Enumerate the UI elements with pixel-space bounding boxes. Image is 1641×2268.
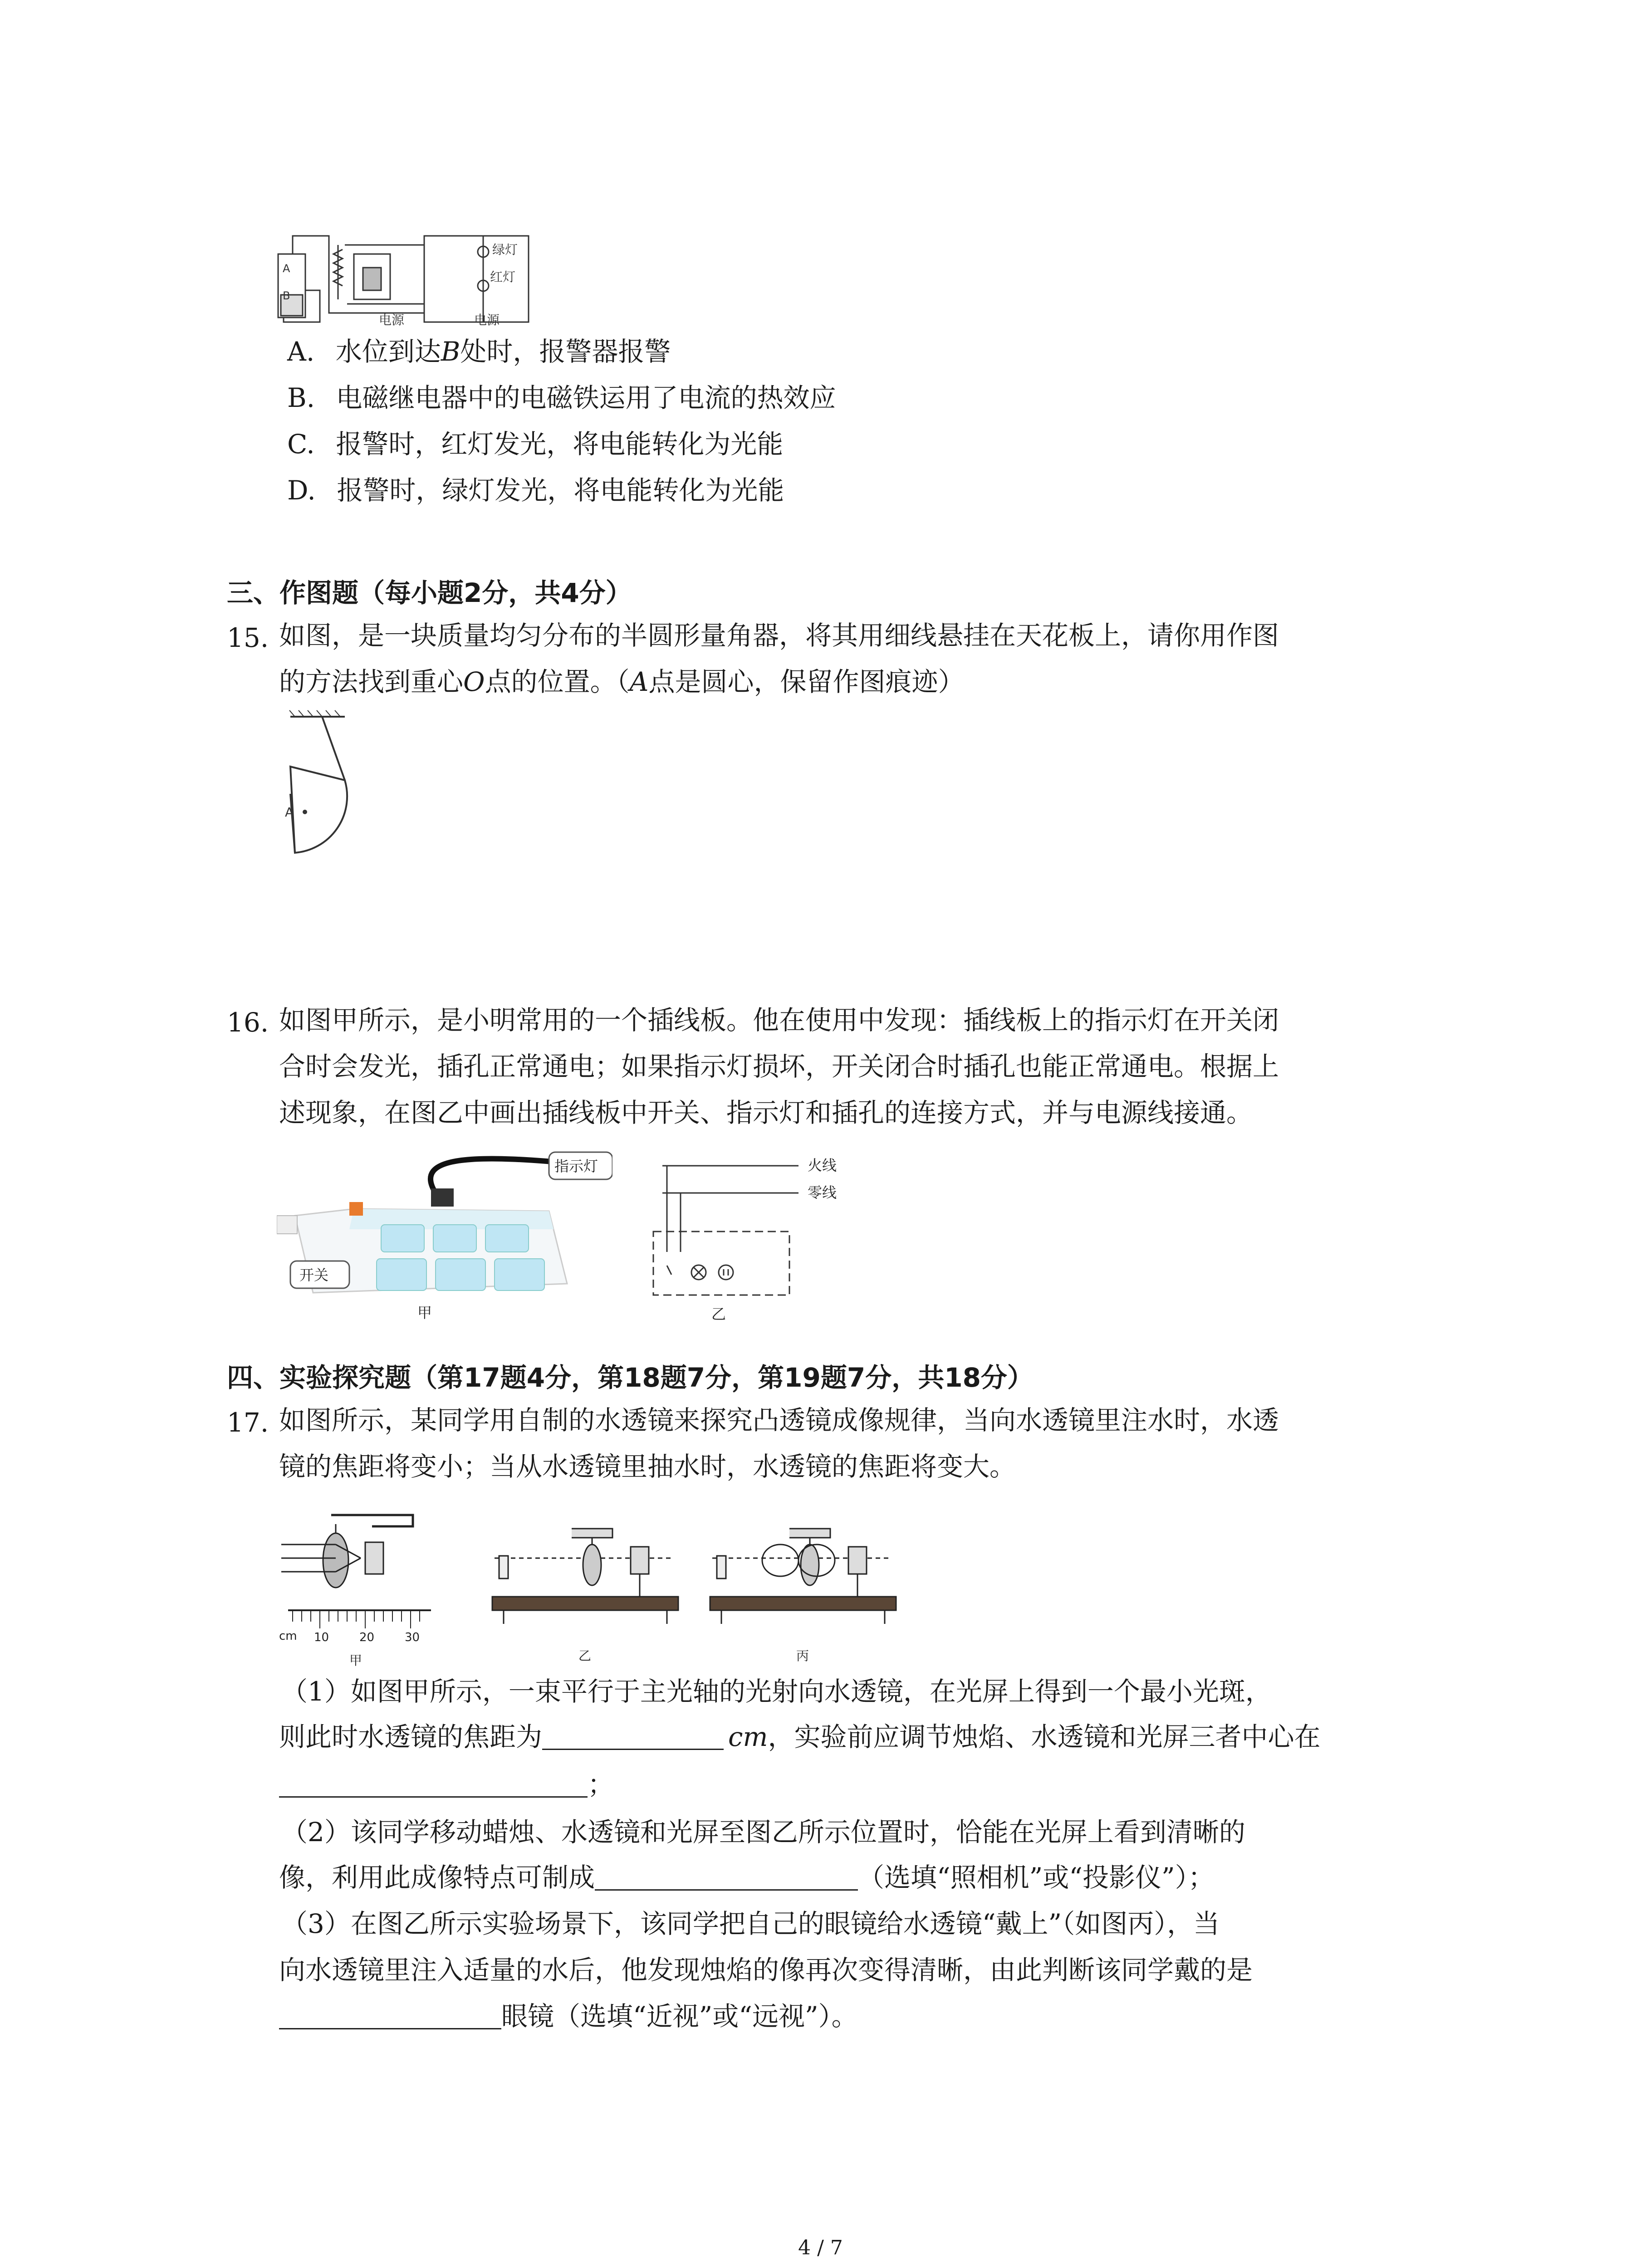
q15-number: 15.: [227, 622, 269, 653]
page-number: 4 / 7: [798, 2236, 843, 2259]
q17-p1-line3: [279, 1771, 614, 1798]
answer-blank-height[interactable]: [279, 1773, 588, 1798]
option-text: 电磁继电器中的电磁铁运用了电流的热效应: [336, 382, 836, 413]
option-text: 处时，报警器报警: [460, 336, 671, 367]
answer-blank-device[interactable]: [595, 1866, 858, 1891]
label-zero-wire: 零线: [808, 1184, 837, 1201]
label-bing: 丙: [796, 1648, 809, 1663]
option-key: D.: [287, 475, 316, 506]
option-text: 报警时，绿灯发光，将电能转化为光能: [337, 475, 784, 506]
axis-unit-cm: cm: [279, 1629, 297, 1643]
q17-number: 17.: [227, 1407, 269, 1438]
option-key: A.: [287, 336, 315, 367]
label-power-1: 电源: [379, 313, 405, 327]
q15-line2: [279, 666, 965, 697]
q16-circuit-figure: [635, 1148, 889, 1329]
option-var: B: [441, 336, 460, 367]
q16-number: 16.: [227, 1007, 269, 1038]
tick-10: 10: [314, 1631, 329, 1644]
label-power-2: 电源: [474, 313, 500, 327]
q16-line2: 合时会发光，插孔正常通电；如果指示灯损坏，开关闭合时插孔也能正常通电。根据上: [279, 1051, 1279, 1082]
unit-cm: cm: [728, 1721, 768, 1752]
option-key: B.: [287, 382, 315, 413]
label-jia: 甲: [349, 1653, 362, 1668]
q17-p2-line1: （2）该同学移动蜡烛、水透镜和光屏至图乙所示位置时，恰能在光屏上看到清晰的: [281, 1817, 1245, 1848]
q17-figure-yi: [490, 1515, 681, 1669]
q17-text: 像，利用此成像特点可制成: [279, 1862, 595, 1893]
q15-text: 点的位置。（: [485, 666, 630, 697]
tick-30: 30: [405, 1631, 420, 1644]
answer-blank-glasses[interactable]: [279, 2004, 501, 2029]
q17-p1-line2: [279, 1721, 1321, 1752]
option-key: C.: [287, 429, 315, 459]
q15-line1: 如图，是一块质量均匀分布的半圆形量角器，将其用细线悬挂在天花板上，请你用作图: [279, 620, 1279, 651]
q17-line2: 镜的焦距将变小；当从水透镜里抽水时，水透镜的焦距将变大。: [279, 1451, 1016, 1482]
q17-text: ；: [588, 1769, 614, 1800]
q17-p2-line2: [279, 1864, 1215, 1891]
answer-blank-focal[interactable]: [542, 1725, 724, 1750]
fig-label-A: A: [285, 805, 294, 820]
q14-option-c: [287, 423, 783, 461]
section-3-title: 三、作图题（每小题2分，共4分）: [227, 577, 632, 608]
q17-text: ，实验前应调节烛焰、水透镜和光屏三者中心在: [768, 1721, 1321, 1752]
label-green-lamp: 绿灯: [492, 242, 518, 257]
q17-p3-line1: （3）在图乙所示实验场景下，该同学把自己的眼镜给水透镜“戴上”（如图丙），当: [281, 1908, 1220, 1939]
label-fire-wire: 火线: [808, 1157, 837, 1174]
label-indicator: 指示灯: [554, 1158, 598, 1175]
q17-text: （选填“照相机”或“投影仪”）；: [858, 1862, 1215, 1893]
option-text: 报警时，红灯发光，将电能转化为光能: [336, 429, 784, 459]
q15-var-a: A: [629, 666, 649, 697]
q17-text: 眼镜（选填“近视”或“远视”）。: [501, 2001, 858, 2032]
label-jia: 甲: [417, 1304, 432, 1321]
label-yi: 乙: [578, 1648, 592, 1663]
q17-figure-jia: [277, 1497, 440, 1669]
q15-var-o: O: [463, 666, 485, 697]
q15-protractor-figure: [277, 708, 367, 862]
q15-text: 点是圆心，保留作图痕迹）: [648, 666, 965, 697]
q17-p3-line3: [279, 2001, 858, 2032]
label-B: B: [283, 289, 290, 302]
label-yi: 乙: [711, 1305, 726, 1323]
label-switch: 开关: [299, 1266, 329, 1284]
q17-line1: 如图所示，某同学用自制的水透镜来探究凸透镜成像规律，当向水透镜里注水时，水透: [279, 1405, 1279, 1436]
q14-option-d: [287, 469, 784, 507]
q14-option-a: [287, 330, 671, 368]
q16-power-strip-figure: [277, 1148, 612, 1329]
q17-figure-bing: [708, 1515, 898, 1669]
q16-line3: 述现象，在图乙中画出插线板中开关、指示灯和插孔的连接方式，并与电源线接通。: [279, 1097, 1253, 1128]
option-text: 水位到达: [335, 336, 441, 367]
label-red-lamp: 红灯: [490, 269, 516, 284]
tick-20: 20: [359, 1631, 375, 1644]
q15-text: 的方法找到重心: [279, 666, 464, 697]
q17-p1-line1: （1）如图甲所示，一束平行于主光轴的光射向水透镜，在光屏上得到一个最小光斑，: [281, 1676, 1272, 1707]
q14-option-b: [287, 376, 836, 415]
section-4-title: 四、实验探究题（第17题4分，第18题7分，第19题7分，共18分）: [227, 1362, 1034, 1393]
q17-text: 则此时水透镜的焦距为: [279, 1721, 543, 1752]
label-A: A: [283, 262, 290, 275]
q17-p3-line2: 向水透镜里注入适量的水后，他发现烛焰的像再次变得清晰，由此判断该同学戴的是: [279, 1955, 1253, 1985]
q14-circuit-figure: [274, 227, 538, 327]
q16-line1: 如图甲所示，是小明常用的一个插线板。他在使用中发现：插线板上的指示灯在开关闭: [279, 1005, 1279, 1036]
